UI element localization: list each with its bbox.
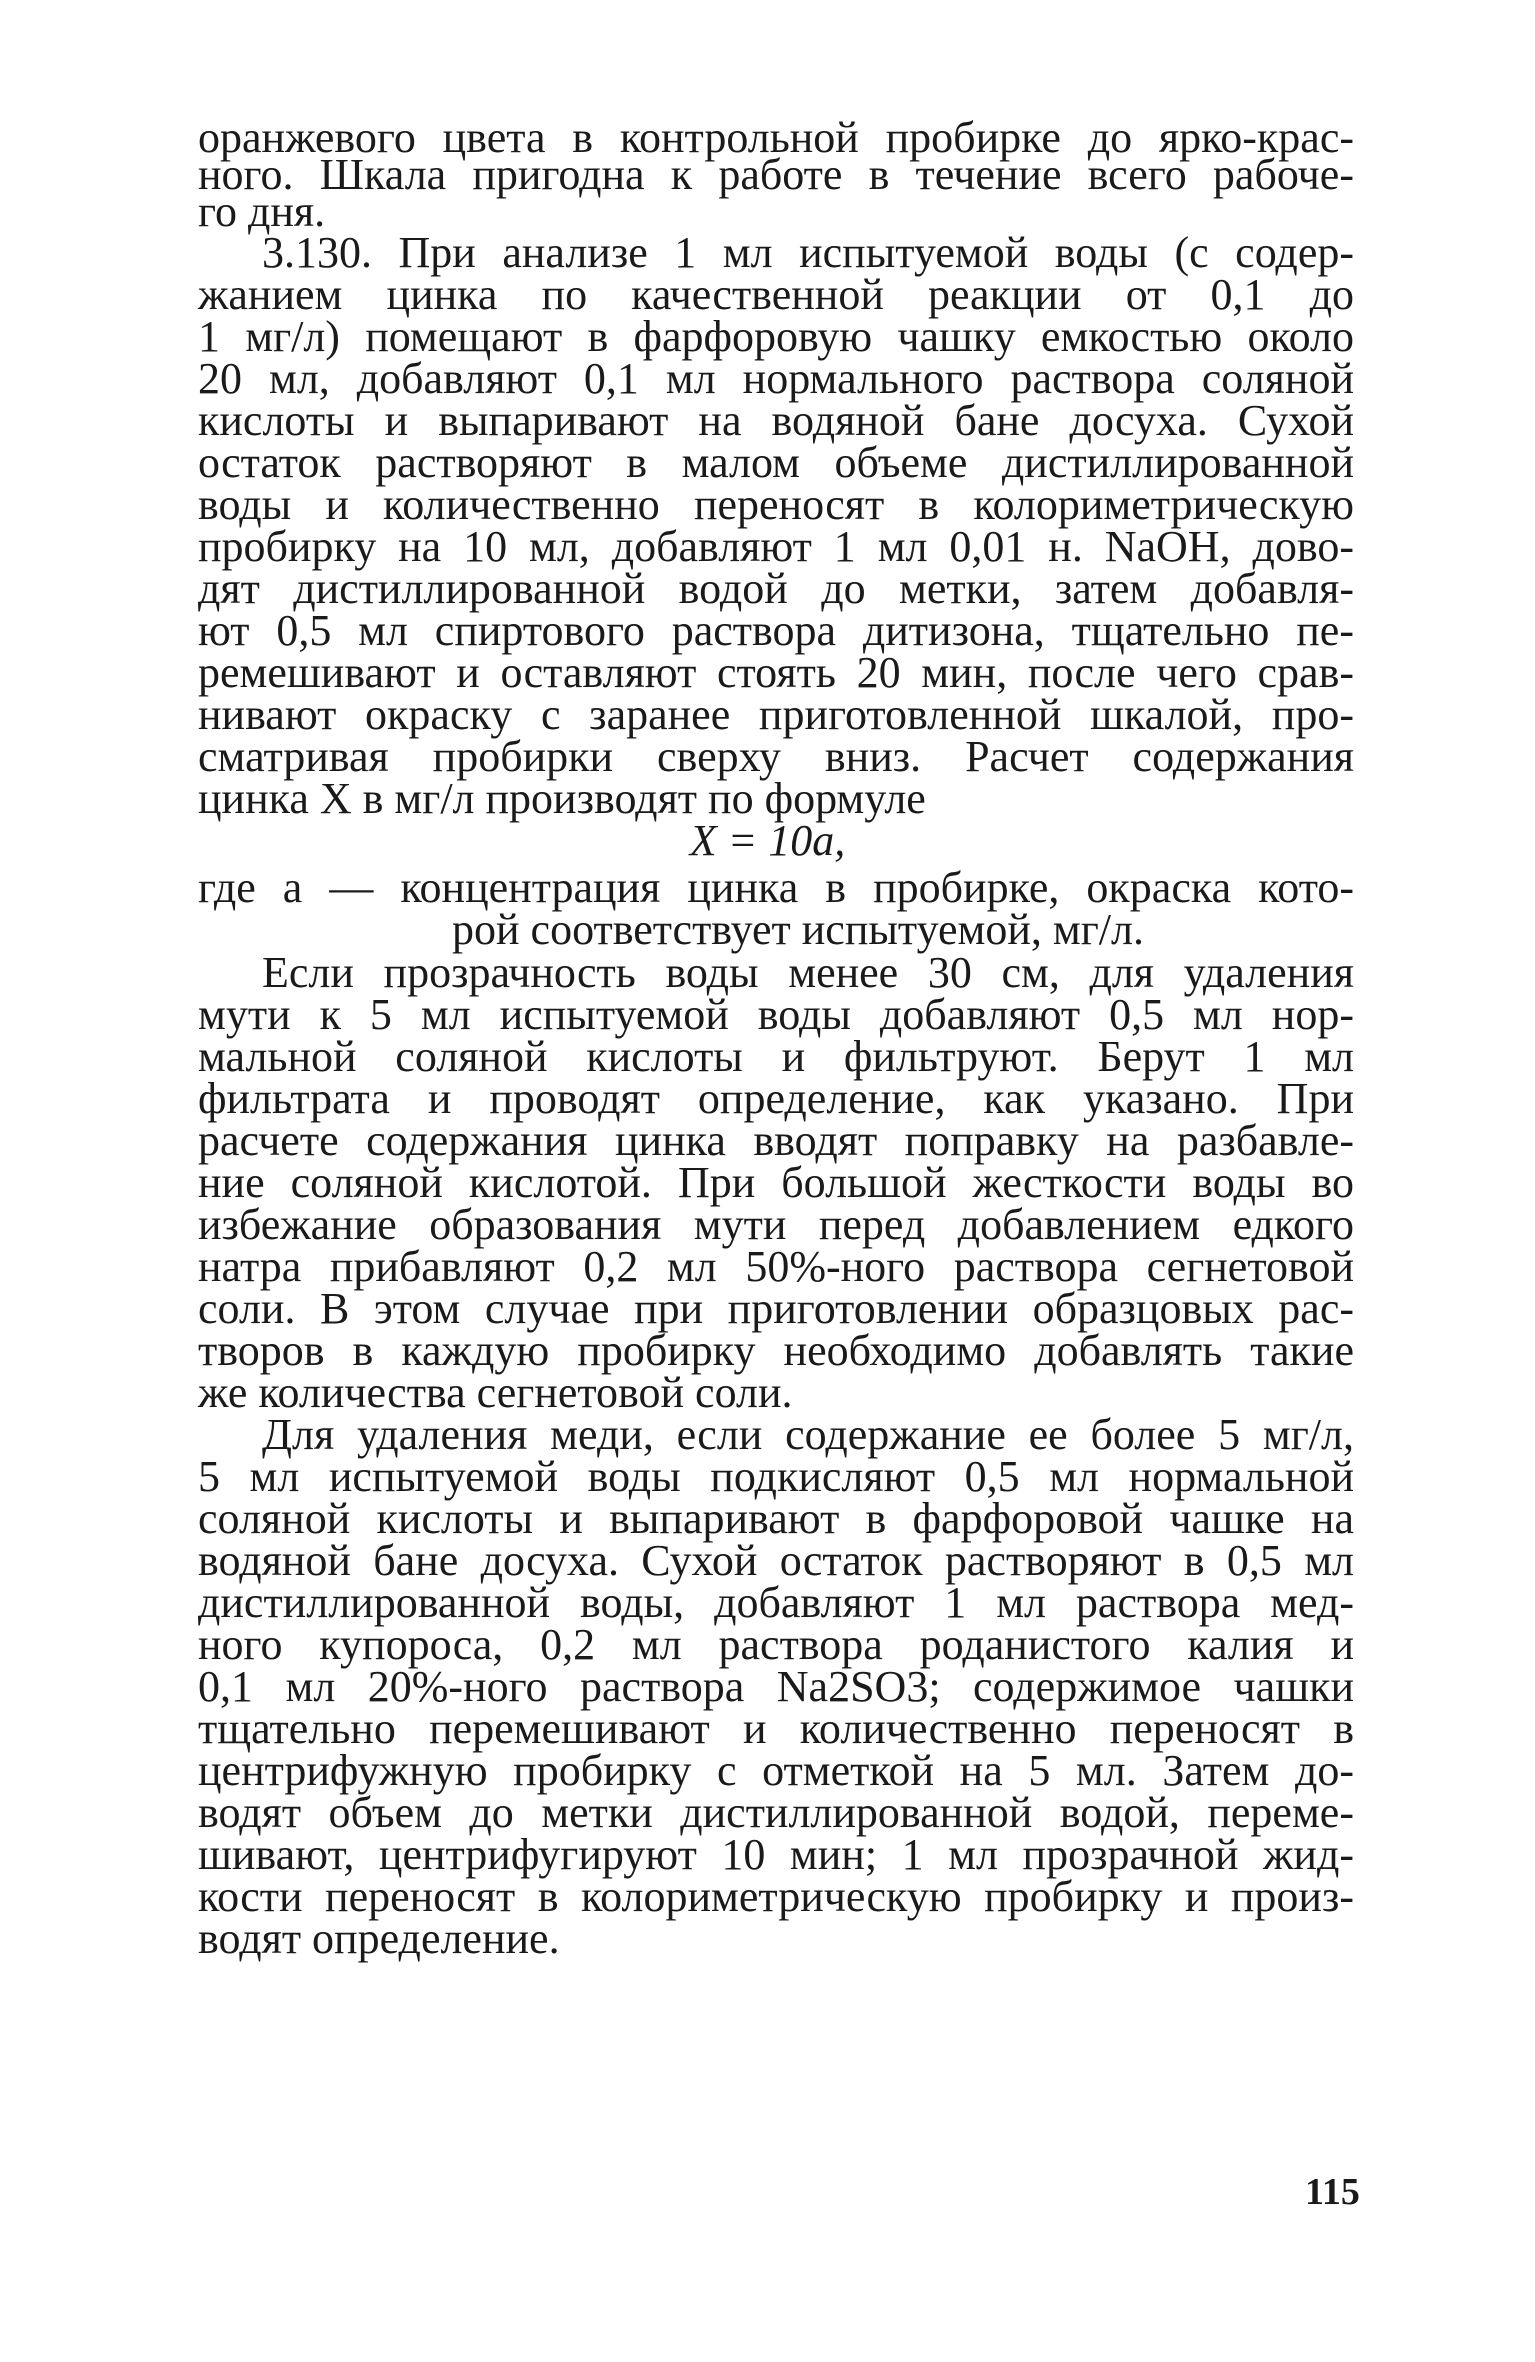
text-line: 20 мл, добавляют 0,1 мл нормального раствора соляной xyxy=(198,354,1354,403)
text-line: центрифужную пробирку с отметкой на 5 мл. Затем до- xyxy=(198,1746,1354,1795)
text-line: ремешивают и оставляют стоять 20 мин, после чего срав- xyxy=(198,648,1354,697)
text-line: натра прибавляют 0,2 мл 50%-ного раствора сегнетовой xyxy=(198,1242,1354,1291)
text-line: воды и количественно переносят в колориметрическую xyxy=(198,480,1354,529)
text-line: кости переносят в колориметрическую пробирку и произ- xyxy=(198,1872,1354,1921)
text-line: шивают, центрифугируют 10 мин; 1 мл прозрачной жид- xyxy=(198,1830,1354,1879)
text-line: мути к 5 мл испытуемой воды добавляют 0,5 мл нор- xyxy=(198,990,1354,1039)
text-line: го дня. xyxy=(198,187,326,236)
text-line: ние соляной кислотой. При большой жесткости воды во xyxy=(198,1158,1354,1207)
paragraph-copper-start: Для удаления меди, если содержание ее более 5 мг/л, xyxy=(262,1410,1354,1459)
text-line: избежание образования мути перед добавлением едкого xyxy=(198,1200,1354,1249)
text-line: творов в каждую пробирку необходимо добавлять такие xyxy=(198,1326,1354,1375)
text-line: водяной бане досуха. Сухой остаток растворяют в 0,5 мл xyxy=(198,1536,1354,1585)
text-line: оранжевого цвета в контрольной пробирке до ярко-крас- xyxy=(198,113,1354,162)
text-line: расчете содержания цинка вводят поправку на разбавле- xyxy=(198,1116,1354,1165)
text-line: водят объем до метки дистиллированной водой, переме- xyxy=(198,1788,1354,1837)
text-line: ного. Шкала пригодна к работе в течение всего рабоче- xyxy=(198,150,1354,199)
text-line: же количества сегнетовой соли. xyxy=(198,1368,793,1417)
text-line: дистиллированной воды, добавляют 1 мл раствора мед- xyxy=(198,1578,1354,1627)
text-line: ного купороса, 0,2 мл раствора роданистого калия и xyxy=(198,1620,1354,1669)
text-line: тщательно перемешивают и количественно переносят в xyxy=(198,1704,1354,1753)
text-line: жанием цинка по качественной реакции от 0,1 до xyxy=(198,270,1354,319)
text-line: пробирку на 10 мл, добавляют 1 мл 0,01 н. NaOH, дово- xyxy=(198,522,1354,571)
text-line: нивают окраску с заранее приготовленной шкалой, про- xyxy=(198,690,1354,739)
text-line: 1 мг/л) помещают в фарфоровую чашку емкостью около xyxy=(198,312,1354,361)
text-line: дят дистиллированной водой до метки, затем добавля- xyxy=(198,564,1354,613)
text-line: остаток растворяют в малом объеме дистиллированной xyxy=(198,438,1354,487)
page-number: 115 xyxy=(1305,2171,1360,2213)
text-line: кислоты и выпаривают на водяной бане досуха. Сухой xyxy=(198,396,1354,445)
text-line: водят определение. xyxy=(198,1914,560,1963)
text-line: мальной соляной кислоты и фильтруют. Берут 1 мл xyxy=(198,1032,1354,1081)
text-line: 5 мл испытуемой воды подкисляют 0,5 мл нормальной xyxy=(198,1452,1354,1501)
text-line: фильтрата и проводят определение, как указано. При xyxy=(198,1074,1354,1123)
text-line: соляной кислоты и выпаривают в фарфоровой чашке на xyxy=(198,1494,1354,1543)
text-line: 0,1 мл 20%-ного раствора Na2SO3; содержимое чашки xyxy=(198,1662,1354,1711)
formula-explanation-cont: рой соответствует испытуемой, мг/л. xyxy=(452,905,1144,954)
text-line: цинка X в мг/л производят по формуле xyxy=(198,774,926,823)
text-line: ют 0,5 мл спиртового раствора дитизона, тщательно пе- xyxy=(198,606,1354,655)
text-line: соли. В этом случае при приготовлении образцовых рас- xyxy=(198,1284,1354,1333)
text-line: сматривая пробирки сверху вниз. Расчет содержания xyxy=(198,732,1354,781)
paragraph-turbidity-start: Если прозрачность воды менее 30 см, для удаления xyxy=(262,948,1354,997)
formula-explanation: где a — концентрация цинка в пробирке, окраска кото- xyxy=(198,863,1354,912)
formula: X = 10a, xyxy=(689,816,846,865)
paragraph-3-130-start: 3.130. При анализе 1 мл испытуемой воды (с содер- xyxy=(262,228,1354,277)
